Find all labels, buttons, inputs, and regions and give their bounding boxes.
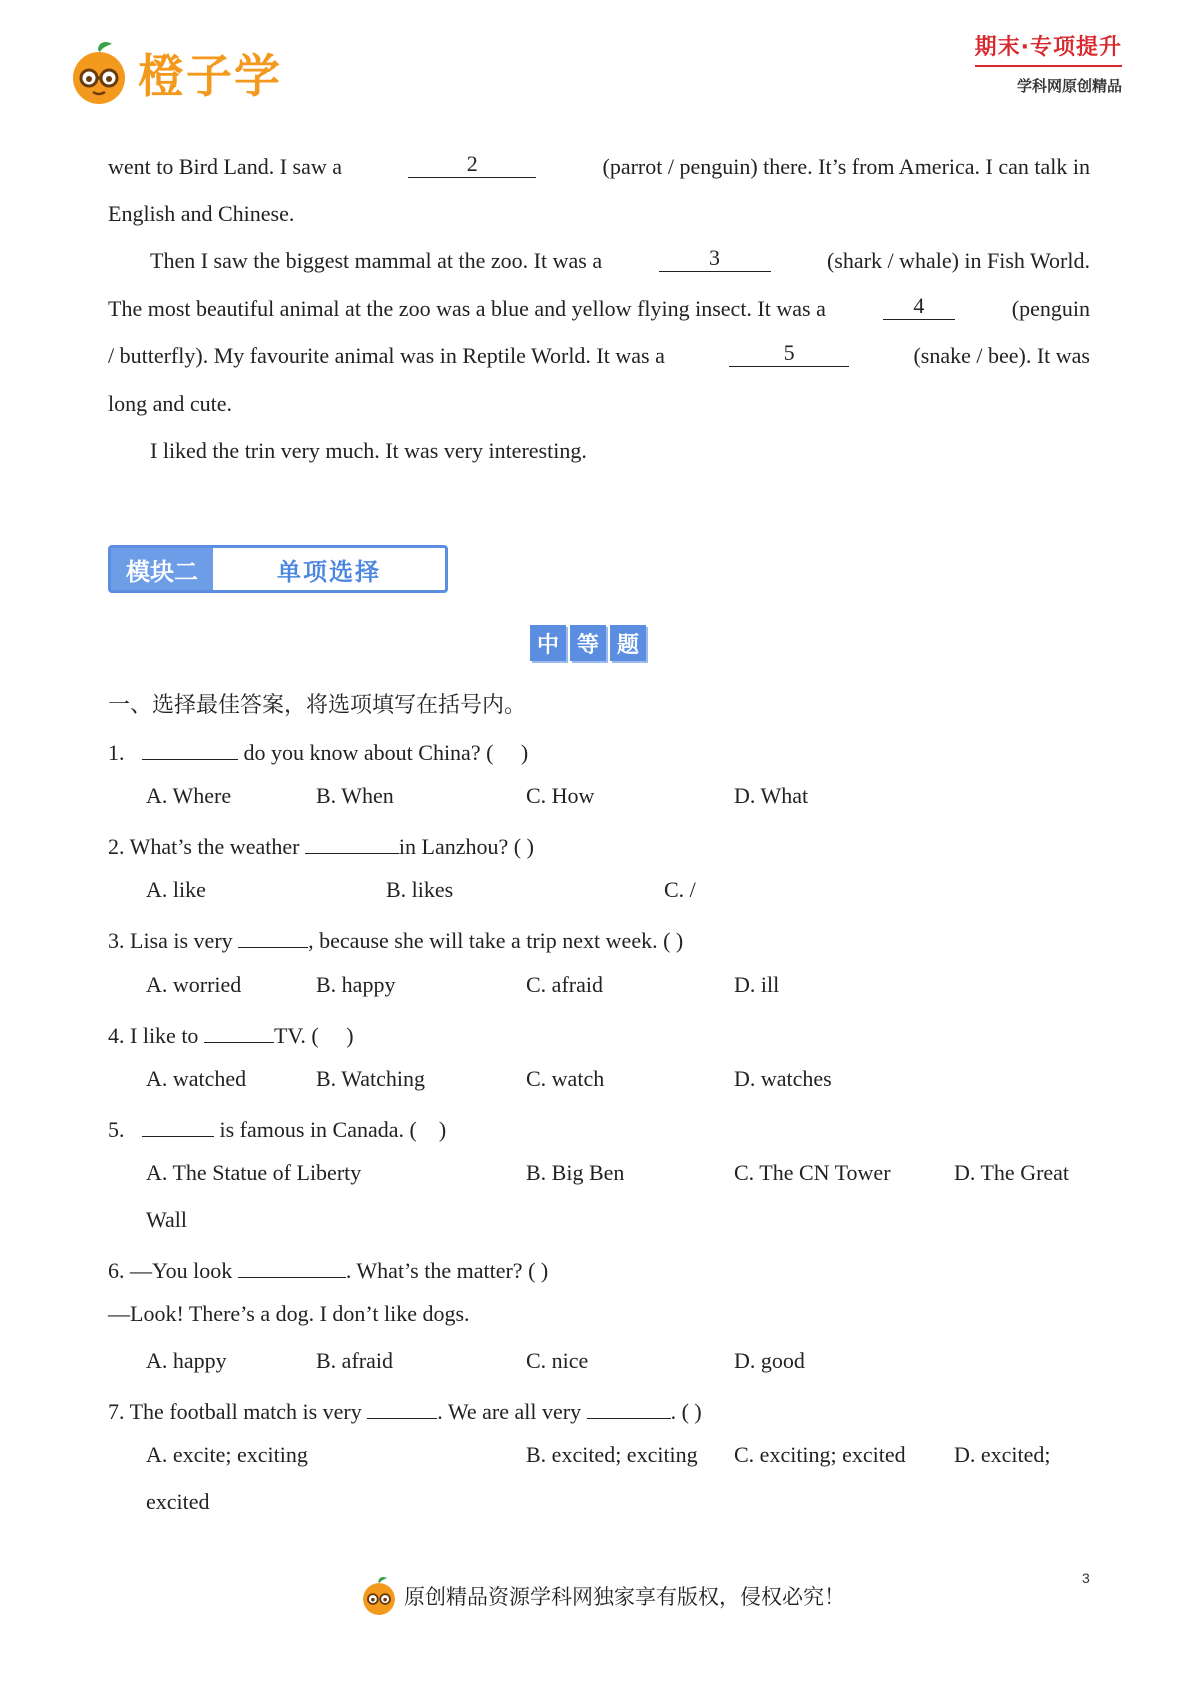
option-a: A. worried [146,972,242,997]
option-a: A. excite; exciting [146,1442,308,1467]
passage-line-6: long and cute. [108,391,233,416]
page-number: 3 [1082,1570,1090,1586]
answer-blank-5: 5 [729,342,849,367]
question-1 [108,735,528,767]
option-c: C. The CN Tower [734,1160,891,1185]
logo-text: 橙子学 [138,49,282,103]
option-c: C. How [526,783,595,808]
option-a: A. The Statue of Liberty [146,1160,362,1185]
answer-blank [587,1394,671,1419]
option-b: B. happy [316,972,396,997]
question-text: TV. ( ) [273,1023,354,1048]
question-text: —You look [130,1258,233,1283]
answer-blank-2: 2 [408,153,536,178]
option-a: A. happy [146,1348,227,1373]
section-instruction: 一、选择最佳答案，将选项填写在括号内。 [108,693,527,718]
option-a: A. like [146,877,206,902]
answer-blank-4: 4 [883,295,955,320]
passage-text: / butterfly). My favourite animal was in Reptile World. It was a [108,343,665,368]
question-text: . What’s the matter? ( ) [345,1258,549,1283]
option-b: B. Watching [316,1066,426,1091]
question-4 [108,1018,354,1050]
question-number: 1. [108,740,125,765]
question-text: do you know about China? ( ) [243,740,529,765]
answer-blank [238,1253,346,1278]
header-subtitle: 学科网原创精品 [1016,77,1122,95]
question-text: . ( ) [670,1399,702,1424]
passage-text: The most beautiful animal at the zoo was a blue and yellow flying insect. It was a [108,296,826,321]
question-6 [108,1253,548,1285]
logo [68,38,282,108]
passage-line-2: English and Chinese. [108,201,295,226]
question-text: in Lanzhou? ( ) [398,834,534,859]
question-number: 5. [108,1117,125,1142]
option-d: D. ill [734,972,780,997]
option-wrap: excited [146,1489,210,1514]
header-badge [975,30,1122,96]
answer-blank [142,1112,214,1137]
module-tag: 模块二 [111,548,213,590]
header-title: 期末·专项提升 [975,30,1122,67]
option-wrap: Wall [146,1207,187,1232]
passage-line-7: I liked the trin very much. It was very interesting. [150,438,587,463]
orange-mascot-icon [68,40,130,106]
footer [360,1575,845,1617]
passage-text: Then I saw the biggest mammal at the zoo. It was a [150,248,603,273]
difficulty-char: 题 [610,625,646,661]
question-number: 3. [108,928,125,953]
option-b: B. Big Ben [526,1160,625,1185]
question-text: is famous in Canada. ( ) [219,1117,447,1142]
module-banner [108,545,448,593]
option-b: B. likes [386,877,454,902]
option-a: A. watched [146,1066,247,1091]
passage-text: (penguin [1011,296,1090,321]
option-d: D. watches [734,1066,832,1091]
question-text: . We are all very [437,1399,582,1424]
option-d: D. excited; [954,1442,1051,1467]
answer-blank-3: 3 [659,247,771,272]
question-3 [108,923,683,955]
option-a: A. Where [146,783,232,808]
question-text: I like to [130,1023,199,1048]
passage-text: went to Bird Land. I saw a [108,154,342,179]
passage-text: (parrot / penguin) there. It’s from America. I can talk in [602,154,1090,179]
passage-line-5 [108,342,1090,370]
option-d: D. The Great [954,1160,1070,1185]
option-b: B. When [316,783,394,808]
answer-blank [367,1394,437,1419]
question-number: 2. [108,834,125,859]
question-text: Lisa is very [130,928,233,953]
passage-line-3 [150,247,1090,275]
answer-blank [238,923,308,948]
copyright-notice: 原创精品资源学科网独家享有版权，侵权必究！ [404,1585,845,1609]
difficulty-char: 等 [570,625,606,661]
answer-blank [204,1018,274,1043]
question-5 [108,1112,446,1144]
module-title: 单项选择 [277,557,381,586]
question-2 [108,829,534,861]
question-number: 6. [108,1258,125,1283]
question-number: 4. [108,1023,125,1048]
answer-blank [305,829,399,854]
question-number: 7. [108,1399,125,1424]
option-c: C. afraid [526,972,603,997]
passage-line-1 [108,153,1090,181]
option-c: C. nice [526,1348,589,1373]
question-text: The football match is very [129,1399,362,1424]
option-d: D. What [734,783,809,808]
question-7 [108,1394,702,1426]
difficulty-label [530,625,646,661]
option-b: B. excited; exciting [526,1442,698,1467]
passage-text: (snake / bee). It was [913,343,1090,368]
passage-line-4 [108,295,1090,323]
question-text: , because she will take a trip next week. ( ) [308,928,684,953]
option-c: C. exciting; excited [734,1442,906,1467]
orange-mascot-icon [360,1575,398,1617]
option-b: B. afraid [316,1348,393,1373]
option-c: C. watch [526,1066,605,1091]
option-d: D. good [734,1348,805,1373]
answer-blank [142,735,238,760]
question-6-line-2: —Look! There’s a dog. I don’t like dogs. [108,1301,470,1326]
question-text: What’s the weather [129,834,300,859]
difficulty-char: 中 [530,625,566,661]
passage-text: (shark / whale) in Fish World. [826,248,1090,273]
option-c: C. / [664,877,696,902]
